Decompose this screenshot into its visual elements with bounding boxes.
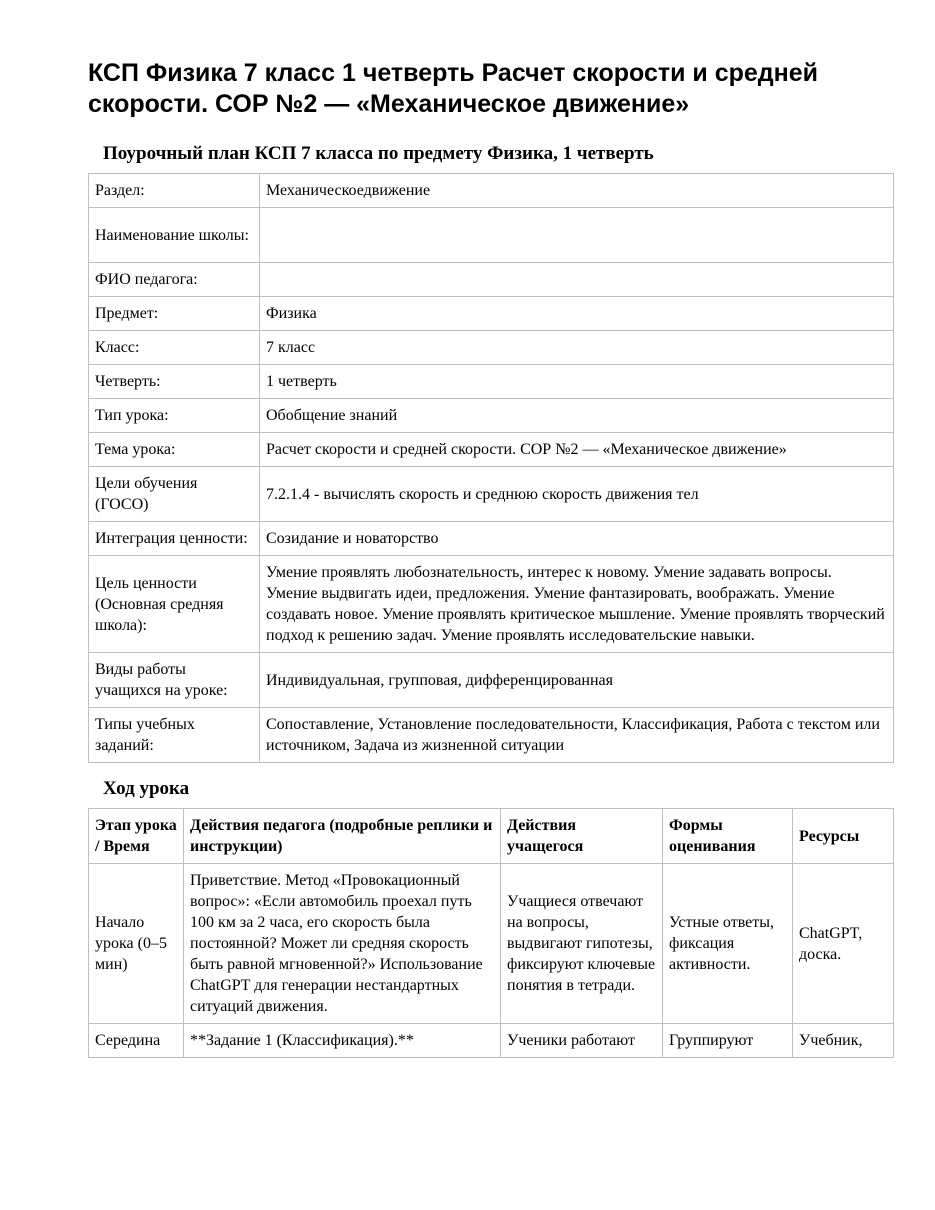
table-row [89, 433, 894, 467]
info-label: Цель ценности (Основная средняя школа): [89, 556, 260, 653]
info-label: Четверть: [89, 365, 260, 399]
table-row [89, 708, 894, 763]
info-value [260, 263, 894, 297]
teacher-cell: **Задание 1 (Классификация).** [184, 1024, 501, 1058]
lesson-flow-table [88, 808, 894, 1058]
table-row [89, 467, 894, 522]
stage-cell: Начало урока (0–5 мин) [89, 864, 184, 1024]
info-value: Обобщение знаний [260, 399, 894, 433]
info-label: Раздел: [89, 174, 260, 208]
assessment-cell: Устные ответы, фиксация активности. [663, 864, 793, 1024]
info-label: Тип урока: [89, 399, 260, 433]
table-row [89, 864, 894, 1024]
info-value: Умение проявлять любознательность, интерес к новому. Умение задавать вопросы. Умение выдвигать идеи, предложения. Умение фантазировать, воображать. Умение создавать новое. Умение проявлять критическое мышление. Умение проявлять творческий подход к решению задач. Умение проявлять исследовательские навыки. [260, 556, 894, 653]
lesson-heading: Ход урока [103, 778, 190, 799]
info-label: Тема урока: [89, 433, 260, 467]
plan-heading: Поурочный план КСП 7 класса по предмету Физика, 1 четверть [103, 143, 654, 164]
info-label: Интеграция ценности: [89, 522, 260, 556]
info-value [260, 208, 894, 263]
table-row [89, 1024, 894, 1058]
lesson-info-table [88, 173, 894, 763]
table-row [89, 208, 894, 263]
column-header-student: Действия учащегося [501, 809, 663, 864]
info-label: Цели обучения (ГОСО) [89, 467, 260, 522]
info-value: 7.2.1.4 - вычислять скорость и среднюю скорость движения тел [260, 467, 894, 522]
info-value: 7 класс [260, 331, 894, 365]
info-label: ФИО педагога: [89, 263, 260, 297]
info-label: Наименование школы: [89, 208, 260, 263]
info-value: Сопоставление, Установление последовательности, Классификация, Работа с текстом или источником, Задача из жизненной ситуации [260, 708, 894, 763]
table-row [89, 331, 894, 365]
document-page [88, 58, 893, 1058]
table-row [89, 174, 894, 208]
info-value: Индивидуальная, групповая, дифференцированная [260, 653, 894, 708]
table-row [89, 653, 894, 708]
stage-cell: Середина [89, 1024, 184, 1058]
info-label: Класс: [89, 331, 260, 365]
info-value: 1 четверть [260, 365, 894, 399]
table-row [89, 263, 894, 297]
info-value: Механическоедвижение [260, 174, 894, 208]
table-row [89, 297, 894, 331]
column-header-teacher: Действия педагога (подробные реплики и инструкции) [184, 809, 501, 864]
info-value: Физика [260, 297, 894, 331]
info-label: Типы учебных заданий: [89, 708, 260, 763]
resources-cell: Учебник, [793, 1024, 894, 1058]
table-row [89, 556, 894, 653]
table-row [89, 365, 894, 399]
table-row [89, 399, 894, 433]
teacher-cell: Приветствие. Метод «Провокационный вопрос»: «Если автомобиль проехал путь 100 км за 2 часа, его скорость была постоянной? Может ли средняя скорость быть равной мгновенной?» Использование ChatGPT для генерации нестандартных ситуаций движения. [184, 864, 501, 1024]
column-header-assessment: Формы оценивания [663, 809, 793, 864]
info-value: Расчет скорости и средней скорости. СОР №2 — «Механическое движение» [260, 433, 894, 467]
assessment-cell: Группируют [663, 1024, 793, 1058]
column-header-resources: Ресурсы [793, 809, 894, 864]
student-cell: Ученики работают [501, 1024, 663, 1058]
table-header-row [89, 809, 894, 864]
student-cell: Учащиеся отвечают на вопросы, выдвигают гипотезы, фиксируют ключевые понятия в тетради. [501, 864, 663, 1024]
info-label: Виды работы учащихся на уроке: [89, 653, 260, 708]
column-header-stage: Этап урока / Время [89, 809, 184, 864]
table-row [89, 522, 894, 556]
resources-cell: ChatGPT, доска. [793, 864, 894, 1024]
info-value: Созидание и новаторство [260, 522, 894, 556]
document-title: КСП Физика 7 класс 1 четверть Расчет скорости и средней скорости. СОР №2 — «Механическое движение» [88, 59, 819, 118]
info-label: Предмет: [89, 297, 260, 331]
